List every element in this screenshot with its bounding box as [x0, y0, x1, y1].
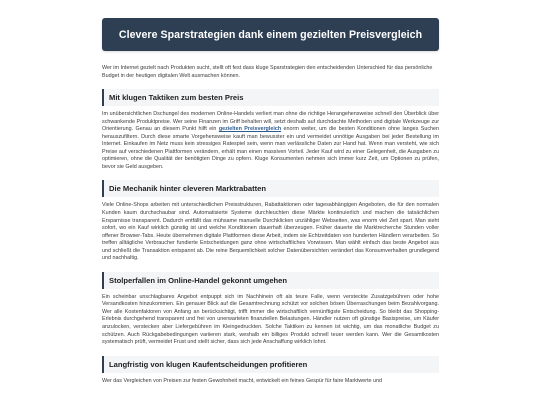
title-banner	[102, 18, 439, 51]
intro-paragraph: Wer im Internet gezielt nach Produkten sucht, stellt oft fest dass kluge Sparstrategien den entscheidenden Unterschied für das persönliche Budget in der heutigen digitalen Welt ausmachen können.	[102, 65, 433, 79]
paragraph-text: enorm weiter, um die besten Konditionen ohne langes Suchen herauszufiltern. Durch diese smarte Vorgehensweise kauft man bewusster ein und vermeidet unnötige Ausgaben bei jeder Bestellung im Internet. Einkaufen im Netz muss kein stressiges Ratespiel sein, wenn man verlässliche Daten zur Hand hat. Wenn man versteht, wie sich Preise auf verschiedenen Plattformen verändern, erhält man einen massiven Vorteil. Jeder Kauf wird zu einer Gelegenheit, die Ausgaben zu optimieren, ohne die Qualität der benötigten Dinge zu opfern. Kluge Konsumenten nehmen sich immer kurz Zeit, um Optionen zu prüfen, bevor sie Geld ausgeben.	[102, 126, 440, 170]
page-title: Clevere Sparstrategien dank einem gezielten Preisvergleich	[118, 28, 423, 41]
section-heading-2	[102, 180, 439, 197]
section-paragraph-4: Wer das Vergleichen von Preisen zur festen Gewohnheit macht, entwickelt ein feines Gespür für faire Marktwerte und	[102, 377, 383, 384]
section-paragraph-3: Ein scheinbar unschlagbares Angebot entpuppt sich im Nachhinein oft als teure Falle, wenn versteckte Zusatzgebühren oder hohe Versandkosten hinzukommen. Ein genauer Blick auf die Gesamtrechnung schützt vor solchen bösen Überraschungen beim Bezahlvorgang. Wer alle Kostenfaktoren von Anfang an berücksichtigt, trifft immer die wirtschaftlich vernünftigste Entscheidung. So bleibt das Shopping-Erlebnis durchgehend transparent und frei von unerwarteten finanziellen Belastungen. Händler nutzen oft günstige Basispreise, um Käufer anzulocken, verstecken aber Liefergebühren im Kleingedruckten. Solche Taktiken zu kennen ist wichtig, um das monatliche Budget zu schützen. Auch Rückgabebedingungen variieren stark, weshalb ein billiges Produkt schnell teuer werden kann. Wer die Gesamtkosten systematisch prüft, vermeidet Frust und stellt sicher, dass sich jede Anschaffung wirklich lohnt.	[102, 293, 439, 346]
section-heading-1	[102, 89, 439, 106]
section-title: Stolperfallen im Online-Handel gekonnt umgehen	[109, 275, 288, 285]
section-title: Mit klugen Taktiken zum besten Preis	[109, 93, 244, 103]
section-title: Die Mechanik hinter cleveren Marktrabatten	[109, 184, 266, 194]
section-paragraph-2: Viele Online-Shops arbeiten mit unterschiedlichen Preisstrukturen, Rabattaktionen oder tagesabhängigen Angeboten, die für den normalen Kunden kaum durchschaubar sind. Automatisierte Systeme durchleuchten diese Märkte kontinuierlich und machen die tatsächlichen Ersparnisse transparent. Dadurch entfällt das mühsame manuelle Durchklicken unzähliger Webseiten, was enorm viel Zeit spart. Man sieht sofort, wo ein Kauf wirklich günstig ist und welche Konditionen dauerhaft überzeugen. Früher dauerte die Marktrecherche Stunden voller offener Browser-Tabs. Heute übernehmen digitale Plattformen diese Arbeit, indem sie Echtzeitdaten von hunderten Händlern verarbeiten. So treffen alltägliche Verbraucher fundierte Entscheidungen ganz ohne wirtschaftliches Vorwissen. Man wählt einfach das beste Angebot aus und schließt die Transaktion entspannt ab. Die reine Bequemlichkeit solcher Datenübersichten verändert das Konsumverhalten grundlegend und nachhaltig.	[102, 202, 439, 262]
paragraph-text: Im unübersichtlichen Dschungel des modernen Online-Handels verliert man ohne die richtige Herangehensweise schnell den Überblick über schwankende Produktpreise. Wer seine Finanzen im Griff behalten will, setzt deshalb auf durchdachte Methoden und digitale Werkzeuge zur Orientierung. Genau an diesem Punkt hilft ein	[102, 111, 439, 133]
section-paragraph-1	[102, 111, 439, 171]
section-title: Langfristig von klugen Kaufentscheidungen profitieren	[109, 359, 308, 369]
section-heading-4	[102, 356, 439, 373]
article	[102, 18, 439, 385]
price-comparison-link[interactable]: gezielten Preisvergleich	[218, 126, 282, 133]
section-heading-3	[102, 272, 439, 289]
